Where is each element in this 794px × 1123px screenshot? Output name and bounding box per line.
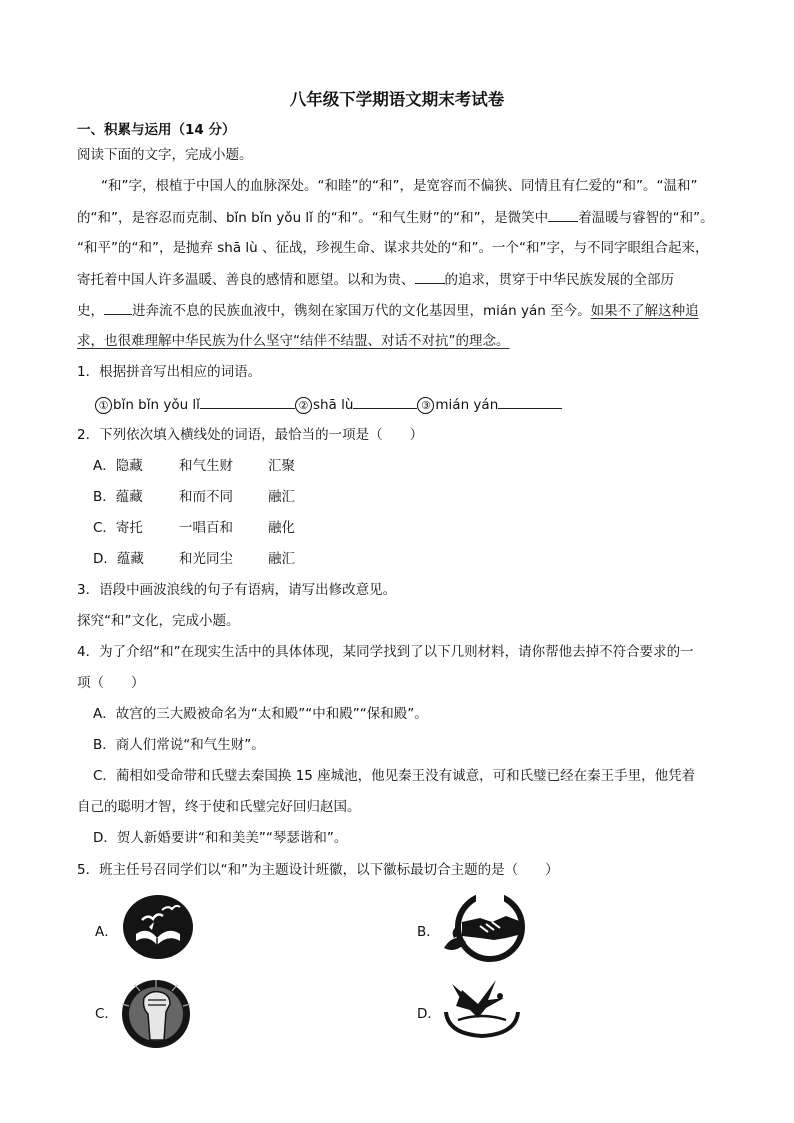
- q4-option-b[interactable]: B．商人们常说“和气生财”。: [93, 737, 265, 753]
- passage-line-1: “和”字，根植于中国人的血脉深处。“和睦”的“和”，是宽容而不偏狭、同情且有仁爱的“和”。“温和”: [101, 178, 698, 194]
- section-heading: 一、积累与运用（14 分）: [77, 122, 236, 138]
- inquiry-instruction: 探究“和”文化，完成小题。: [77, 613, 240, 629]
- fill-blank-1: [548, 207, 578, 222]
- circled-number-1: ①: [95, 397, 112, 414]
- passage-line-6: 求，也很难理解中华民族为什么坚守“结伴不结盟、对话不对抗”的理念。: [77, 333, 510, 349]
- dove-emblem-icon[interactable]: [442, 976, 522, 1042]
- reading-instruction: 阅读下面的文字，完成小题。: [77, 147, 253, 163]
- q4-option-a[interactable]: A．故宫的三大殿被命名为“太和殿”“中和殿”“保和殿”。: [93, 706, 428, 722]
- q5-option-b-label[interactable]: B．: [417, 924, 440, 940]
- question-5-stem: 5．班主任号召同学们以“和”为主题设计班徽，以下徽标最切合主题的是（ ）: [77, 862, 559, 878]
- raised-fist-emblem-icon[interactable]: [120, 978, 192, 1054]
- question-1-answers: ① bǐn bǐn yǒu lǐ ② shā lù ③ mián yán: [95, 394, 562, 415]
- question-3-stem: 3．语段中画波浪线的句子有语病，请写出修改意见。: [77, 582, 397, 598]
- q2-option-b[interactable]: B．蕴藏 和而不同 融汇: [93, 489, 295, 505]
- wavy-underlined-sentence: 如果不了解这种追: [590, 303, 699, 319]
- answer-blank-1[interactable]: [200, 394, 295, 409]
- question-2-stem: 2．下列依次填入横线处的词语，最恰当的一项是（ ）: [77, 427, 424, 443]
- passage-line-2: 的“和”，是容忍而克制、bǐn bǐn yǒu lǐ 的“和”。“和气生财”的“和”，是微笑中 着温暖与睿智的“和”。: [77, 207, 714, 228]
- answer-blank-2[interactable]: [353, 394, 417, 409]
- q4-option-c-continued: 自己的聪明才智，终于使和氏璧完好回归赵国。: [77, 799, 361, 815]
- passage-line-3: “和平”的“和”，是抛弃 shā lù 、征战，珍视生命、谋求共处的“和”。一个“和”字，与不同字眼组合起来，: [77, 240, 709, 256]
- passage-line-5: 史， 进奔流不息的民族血液中，镌刻在家国万代的文化基因里，mián yán 至今。如果不了解这种追: [77, 300, 699, 321]
- q2-option-d[interactable]: D．蕴藏 和光同尘 融汇: [93, 551, 295, 567]
- circled-number-2: ②: [295, 397, 312, 414]
- fill-blank-3: [104, 300, 132, 315]
- q5-option-c-label[interactable]: C．: [95, 1006, 118, 1022]
- circled-number-3: ③: [417, 397, 434, 414]
- q4-option-c[interactable]: C．蔺相如受命带和氏璧去秦国换 15 座城池，他见秦王没有诚意，可和氏璧已经在秦王手里，他凭着: [93, 768, 696, 784]
- q5-option-a-label[interactable]: A．: [95, 924, 118, 940]
- fill-blank-2: [415, 269, 445, 284]
- q4-option-d[interactable]: D．贺人新婚要讲“和和美美”“琴瑟谐和”。: [93, 830, 348, 846]
- handshake-leaf-emblem-icon[interactable]: [440, 892, 532, 966]
- q2-option-c[interactable]: C．寄托 一唱百和 融化: [93, 520, 295, 536]
- answer-blank-3[interactable]: [498, 394, 562, 409]
- question-4-stem-line-1: 4．为了介绍“和”在现实生活中的具体体现，某同学找到了以下几则材料，请你帮他去掉不符合要求的一: [77, 644, 694, 660]
- page-title: 八年级下学期语文期末考试卷: [289, 90, 505, 109]
- q2-option-a[interactable]: A．隐藏 和气生财 汇聚: [93, 458, 295, 474]
- question-4-stem-line-2: 项（ ）: [77, 675, 145, 691]
- book-birds-emblem-icon[interactable]: [122, 894, 194, 964]
- passage-line-4: 寄托着中国人许多温暖、善良的感情和愿望。以和为贵、 的追求，贯穿于中华民族发展的全部历: [77, 269, 674, 290]
- question-1-stem: 1．根据拼音写出相应的词语。: [77, 364, 262, 380]
- q5-option-d-label[interactable]: D．: [417, 1006, 441, 1022]
